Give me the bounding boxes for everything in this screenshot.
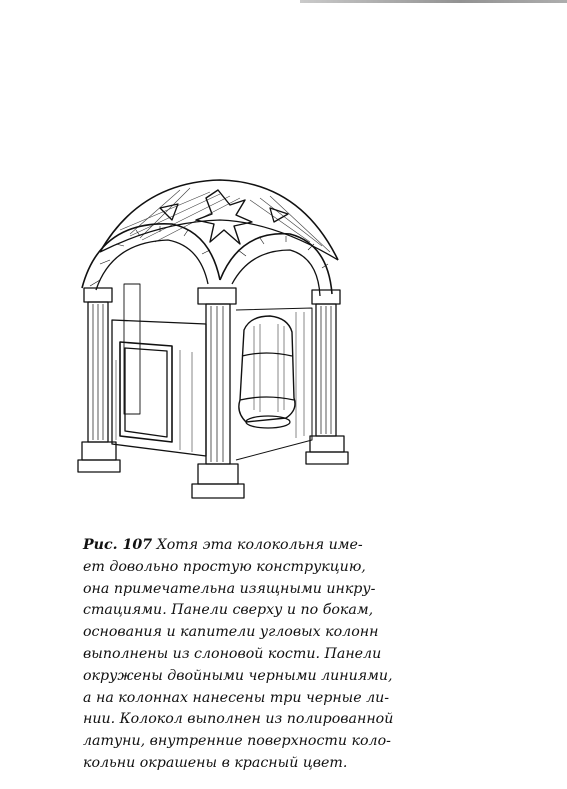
caption-line-7: окружены двойными черными линиями,	[83, 667, 393, 684]
caption-line-5: основания и капители угловых колонн	[83, 624, 379, 641]
caption-line-10: латуни, внутренние поверхности коло-	[83, 733, 391, 750]
caption-line-1	[83, 535, 363, 557]
figure-caption	[83, 535, 394, 775]
scan-edge-artifact	[300, 0, 567, 3]
caption-line-8: а на колоннах нанесены три черные ли-	[83, 689, 390, 706]
caption-line-9: нии. Колокол выполнен из полированной	[83, 711, 394, 728]
caption-line-4: стациями. Панели сверху и по бокам,	[83, 602, 374, 619]
caption-line-3: она примечательна изящными инкру-	[83, 580, 376, 597]
caption-line-11: кольни окрашены в красный цвет.	[83, 754, 348, 771]
caption-text: Хотя эта колокольня име-	[152, 537, 363, 553]
bell-tower-illustration	[60, 160, 380, 510]
caption-line-6: выполнены из слоновой кости. Панели	[83, 645, 382, 662]
caption-line-2: ет довольно простую конструкцию,	[83, 558, 366, 575]
figure-label: Рис. 107	[83, 537, 153, 553]
